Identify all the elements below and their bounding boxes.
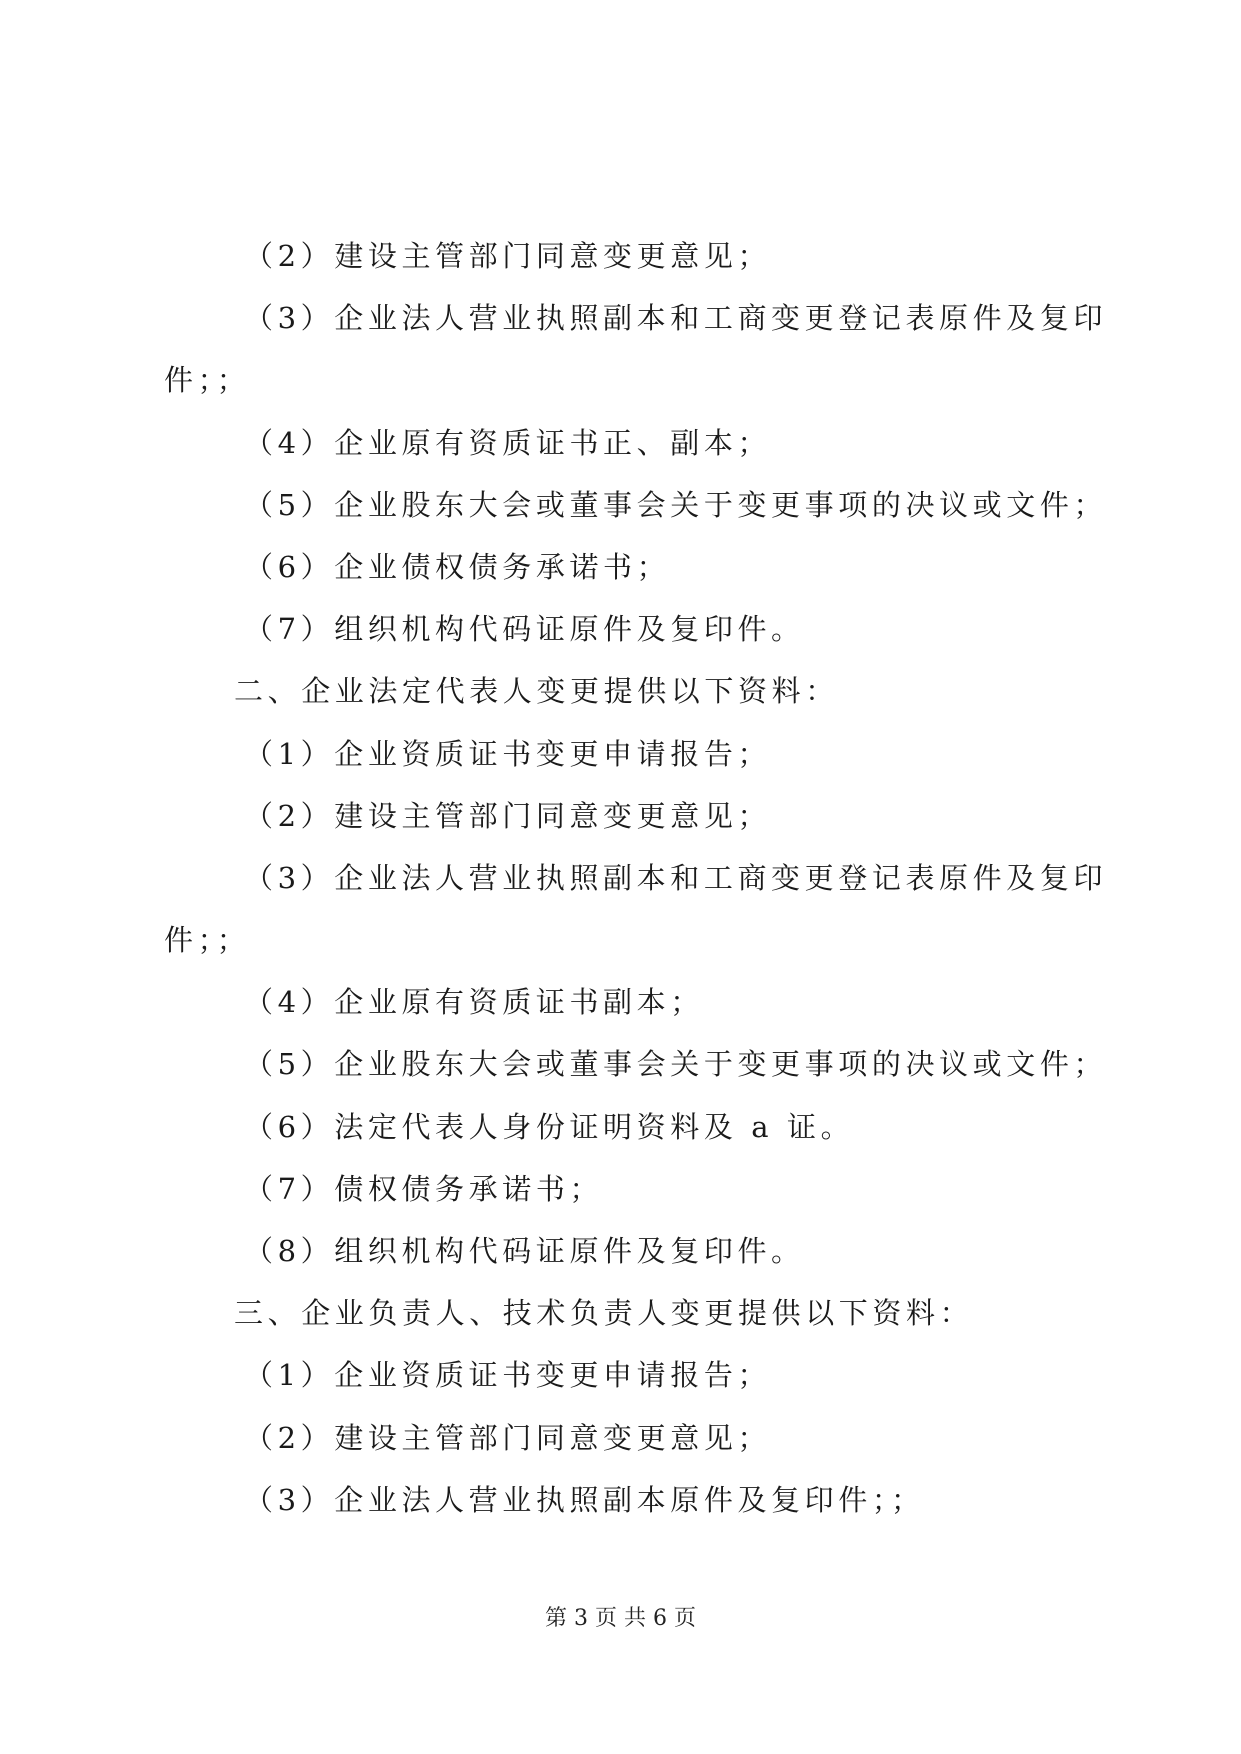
document-body (164, 225, 1108, 1531)
list-item: （7）债权债务承诺书； (244, 1171, 604, 1206)
page-footer: 第 3 页 共 6 页 (545, 1606, 696, 1631)
list-item: （4）企业原有资质证书副本； (244, 985, 704, 1020)
list-item: （1）企业资质证书变更申请报告； (244, 1358, 772, 1393)
continuation-line: 件；； (164, 923, 251, 958)
list-item: （2）建设主管部门同意变更意见； (244, 239, 772, 273)
section-heading: 二、企业法定代表人变更提供以下资料： (234, 674, 839, 709)
continuation-line: 件；； (164, 363, 251, 398)
list-item: （2）建设主管部门同意变更意见； (244, 1420, 772, 1455)
list-item: （3）企业法人营业执照副本原件及复印件；； (244, 1482, 925, 1517)
list-item: （3）企业法人营业执照副本和工商变更登记表原件及复印 (244, 860, 1108, 895)
list-item: （6）企业债权债务承诺书； (244, 549, 671, 584)
list-item: （4）企业原有资质证书正、副本； (244, 425, 772, 460)
list-item: （8）组织机构代码证原件及复印件。 (244, 1234, 805, 1268)
list-item: （6）法定代表人身份证明资料及 a 证。 (244, 1109, 855, 1144)
list-item: （5）企业股东大会或董事会关于变更事项的决议或文件； (244, 1047, 1108, 1082)
list-item: （3）企业法人营业执照副本和工商变更登记表原件及复印 (244, 301, 1108, 336)
list-item: （7）组织机构代码证原件及复印件。 (244, 612, 805, 647)
list-item: （2）建设主管部门同意变更意见； (244, 798, 772, 833)
list-item: （1）企业资质证书变更申请报告； (244, 736, 772, 771)
section-heading: 三、企业负责人、技术负责人变更提供以下资料： (234, 1296, 974, 1331)
list-item: （5）企业股东大会或董事会关于变更事项的决议或文件； (244, 487, 1108, 522)
